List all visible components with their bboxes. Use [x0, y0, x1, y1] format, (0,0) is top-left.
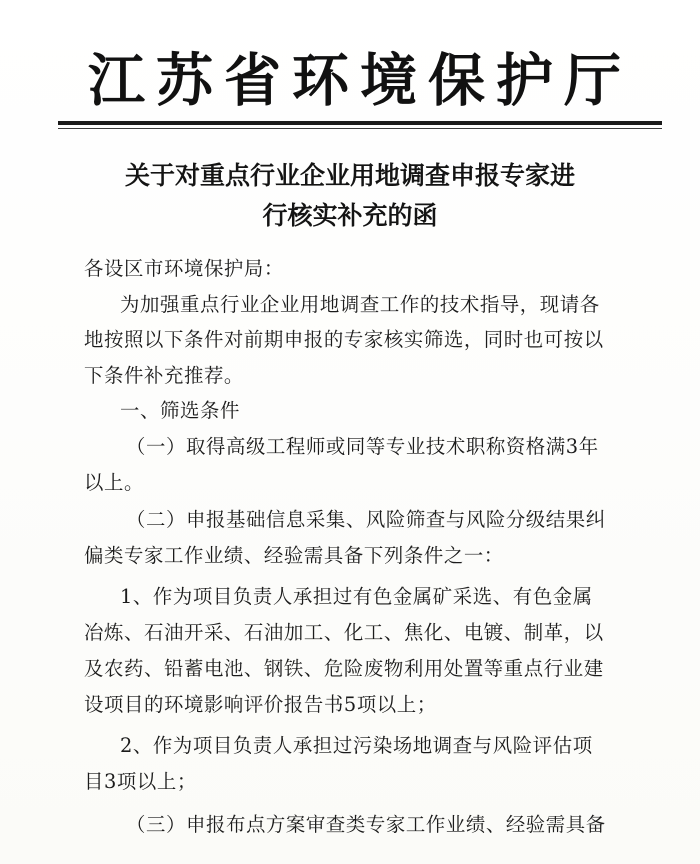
body-line: 及农药、铅蓄电池、钢铁、危险废物利用处置等重点行业建 [84, 657, 604, 680]
body-line: 下条件补充推荐。 [84, 364, 244, 387]
body-line: （二）申报基础信息采集、风险筛查与风险分级结果纠 [126, 508, 606, 531]
body-line: 偏类专家工作业绩、经验需具备下列条件之一： [84, 544, 504, 567]
body-line: 1、作为项目负责人承担过有色金属矿采选、有色金属 [120, 585, 593, 608]
body-line: 设项目的环境影响评价报告书5项以上； [84, 693, 437, 716]
body-line: 冶炼、石油开采、石油加工、化工、焦化、电镀、制革，以 [84, 621, 604, 644]
agency-masthead: 江苏省环境保护厅 [88, 47, 632, 114]
document-title [70, 156, 630, 236]
body-line: （三）申报布点方案审查类专家工作业绩、经验需具备 [126, 813, 606, 836]
body-line: 目3项以上； [84, 770, 197, 793]
body-line: 地按照以下条件对前期申报的专家核实筛选，同时也可按以 [84, 328, 604, 351]
salutation: 各设区市环境保护局： [84, 257, 284, 280]
section-heading: 一、筛选条件 [120, 399, 240, 422]
document-title-line-1: 关于对重点行业企业用地调查申报专家进 [124, 161, 575, 190]
body-line: 为加强重点行业企业用地调查工作的技术指导，现请各 [120, 293, 600, 316]
body-line: （一）取得高级工程师或同等专业技术职称资格满3年 [126, 435, 599, 458]
header-rule-thick [58, 121, 662, 125]
body-line: 以上。 [84, 471, 144, 494]
body-line: 2、作为项目负责人承担过污染场地调查与风险评估项 [120, 734, 593, 757]
document-title-line-2: 行核实补充的函 [262, 201, 438, 230]
header-rule-thin [58, 128, 662, 129]
